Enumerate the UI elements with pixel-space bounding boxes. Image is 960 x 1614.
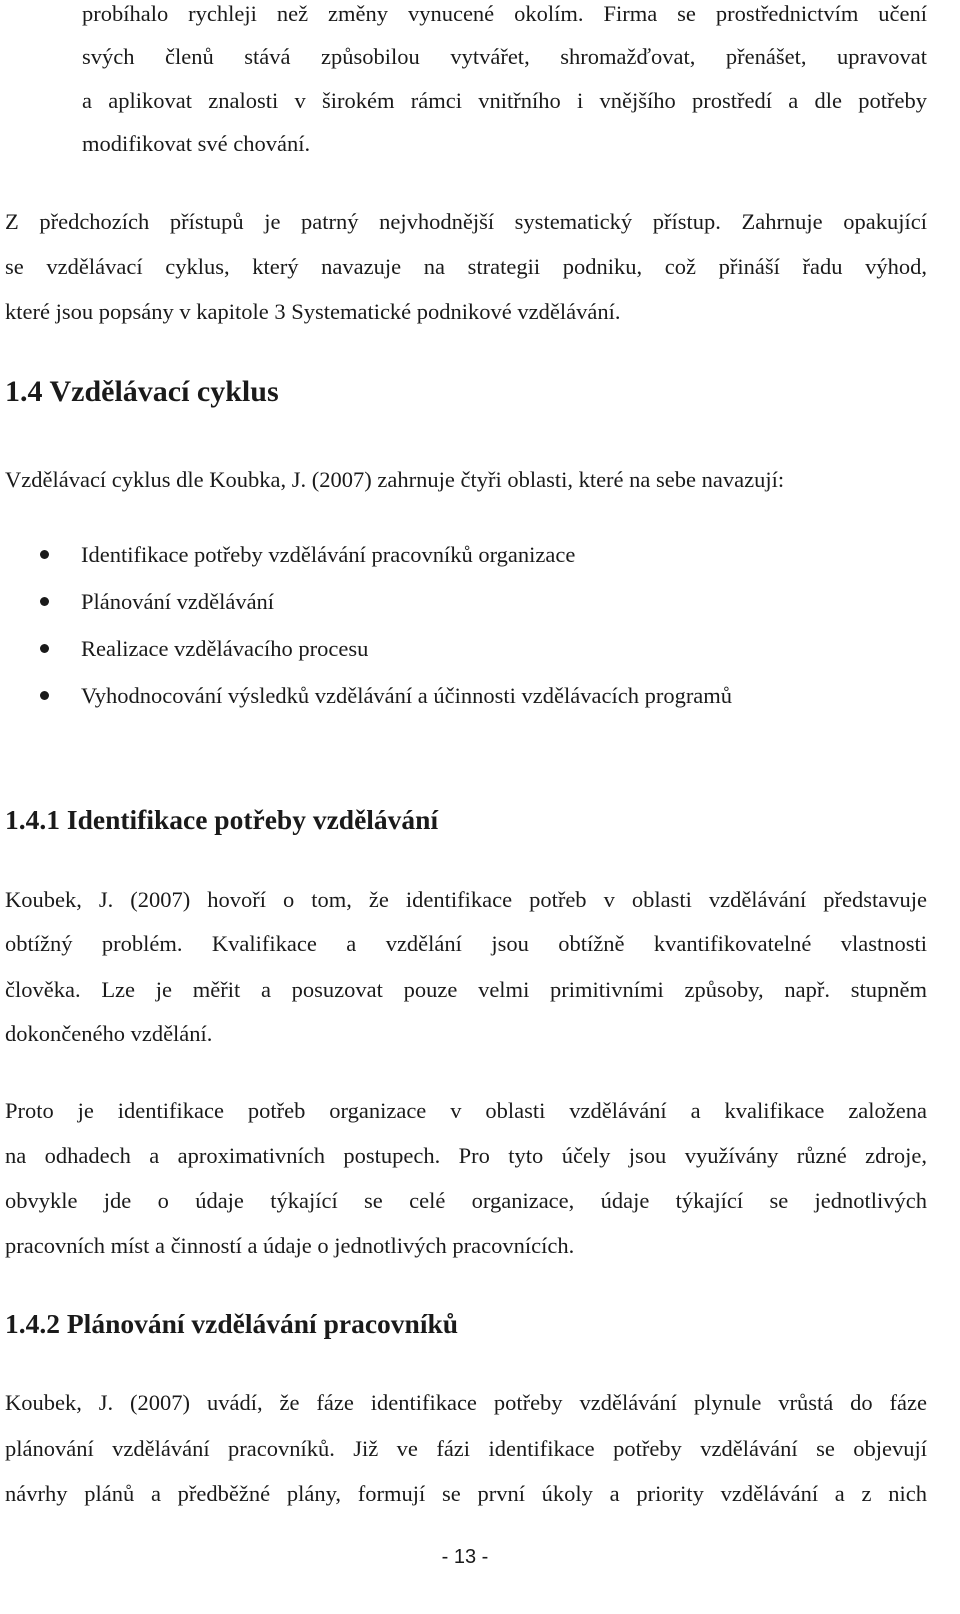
list-item-text: Realizace vzdělávacího procesu [81,636,369,661]
paragraph-line: probíhalo rychleji než změny vynucené okolím. Firma se prostřednictvím učení [82,1,927,26]
section-intro: Vzdělávací cyklus dle Koubka, J. (2007) zahrnuje čtyři oblasti, které na sebe navazují: [5,467,785,492]
section-heading: 1.4 Vzdělávací cyklus [5,375,279,408]
bullet-icon [40,691,49,700]
paragraph-line: návrhy plánů a předběžné plány, formují se první úkoly a priority vzdělávání a z nich [5,1481,927,1506]
list-item-text: Identifikace potřeby vzdělávání pracovníků organizace [81,542,576,567]
paragraph-line: na odhadech a aproximativních postupech. Pro tyto účely jsou využívány různé zdroje, [5,1143,927,1168]
subsection-heading: 1.4.2 Plánování vzdělávání pracovníků [5,1308,459,1339]
paragraph-line: dokončeného vzdělání. [5,1021,213,1046]
paragraph-line: obtížný problém. Kvalifikace a vzdělání jsou obtížně kvantifikovatelné vlastnosti [5,931,927,956]
bullet-icon [40,644,49,653]
paragraph-line: člověka. Lze je měřit a posuzovat pouze velmi primitivními způsoby, např. stupněm [5,977,927,1002]
list-item-text: Vyhodnocování výsledků vzdělávání a účinnosti vzdělávacích programů [81,683,733,708]
bullet-icon [40,550,49,559]
paragraph-line: se vzdělávací cyklus, který navazuje na strategii podniku, což přináší řadu výhod, [5,254,927,279]
paragraph-line: a aplikovat znalosti v širokém rámci vnitřního i vnějšího prostředí a dle potřeby [82,88,927,113]
list-item-text: Plánování vzdělávání [81,589,275,614]
paragraph-line: které jsou popsány v kapitole 3 Systematické podnikové vzdělávání. [5,299,621,324]
paragraph-line: obvykle jde o údaje týkající se celé organizace, údaje týkající se jednotlivých [5,1188,927,1213]
paragraph-line: modifikovat své chování. [82,131,311,156]
paragraph-line: Koubek, J. (2007) hovoří o tom, že identifikace potřeb v oblasti vzdělávání představuje [5,887,927,912]
paragraph-line: plánování vzdělávání pracovníků. Již ve fázi identifikace potřeby vzdělávání se objevují [5,1436,927,1461]
paragraph-line: Koubek, J. (2007) uvádí, že fáze identifikace potřeby vzdělávání plynule vrůstá do fáze [5,1390,927,1415]
paragraph-line: svých členů stává způsobilou vytvářet, shromažďovat, přenášet, upravovat [82,44,927,69]
paragraph-line: Proto je identifikace potřeb organizace v oblasti vzdělávání a kvalifikace založena [5,1098,927,1123]
paragraph-line: Z předchozích přístupů je patrný nejvhodnější systematický přístup. Zahrnuje opakující [5,209,927,234]
paragraph-line: pracovních míst a činností a údaje o jednotlivých pracovnících. [5,1233,575,1258]
subsection-heading: 1.4.1 Identifikace potřeby vzdělávání [5,804,439,835]
bullet-icon [40,597,49,606]
page-number: - 13 - [441,1546,489,1568]
